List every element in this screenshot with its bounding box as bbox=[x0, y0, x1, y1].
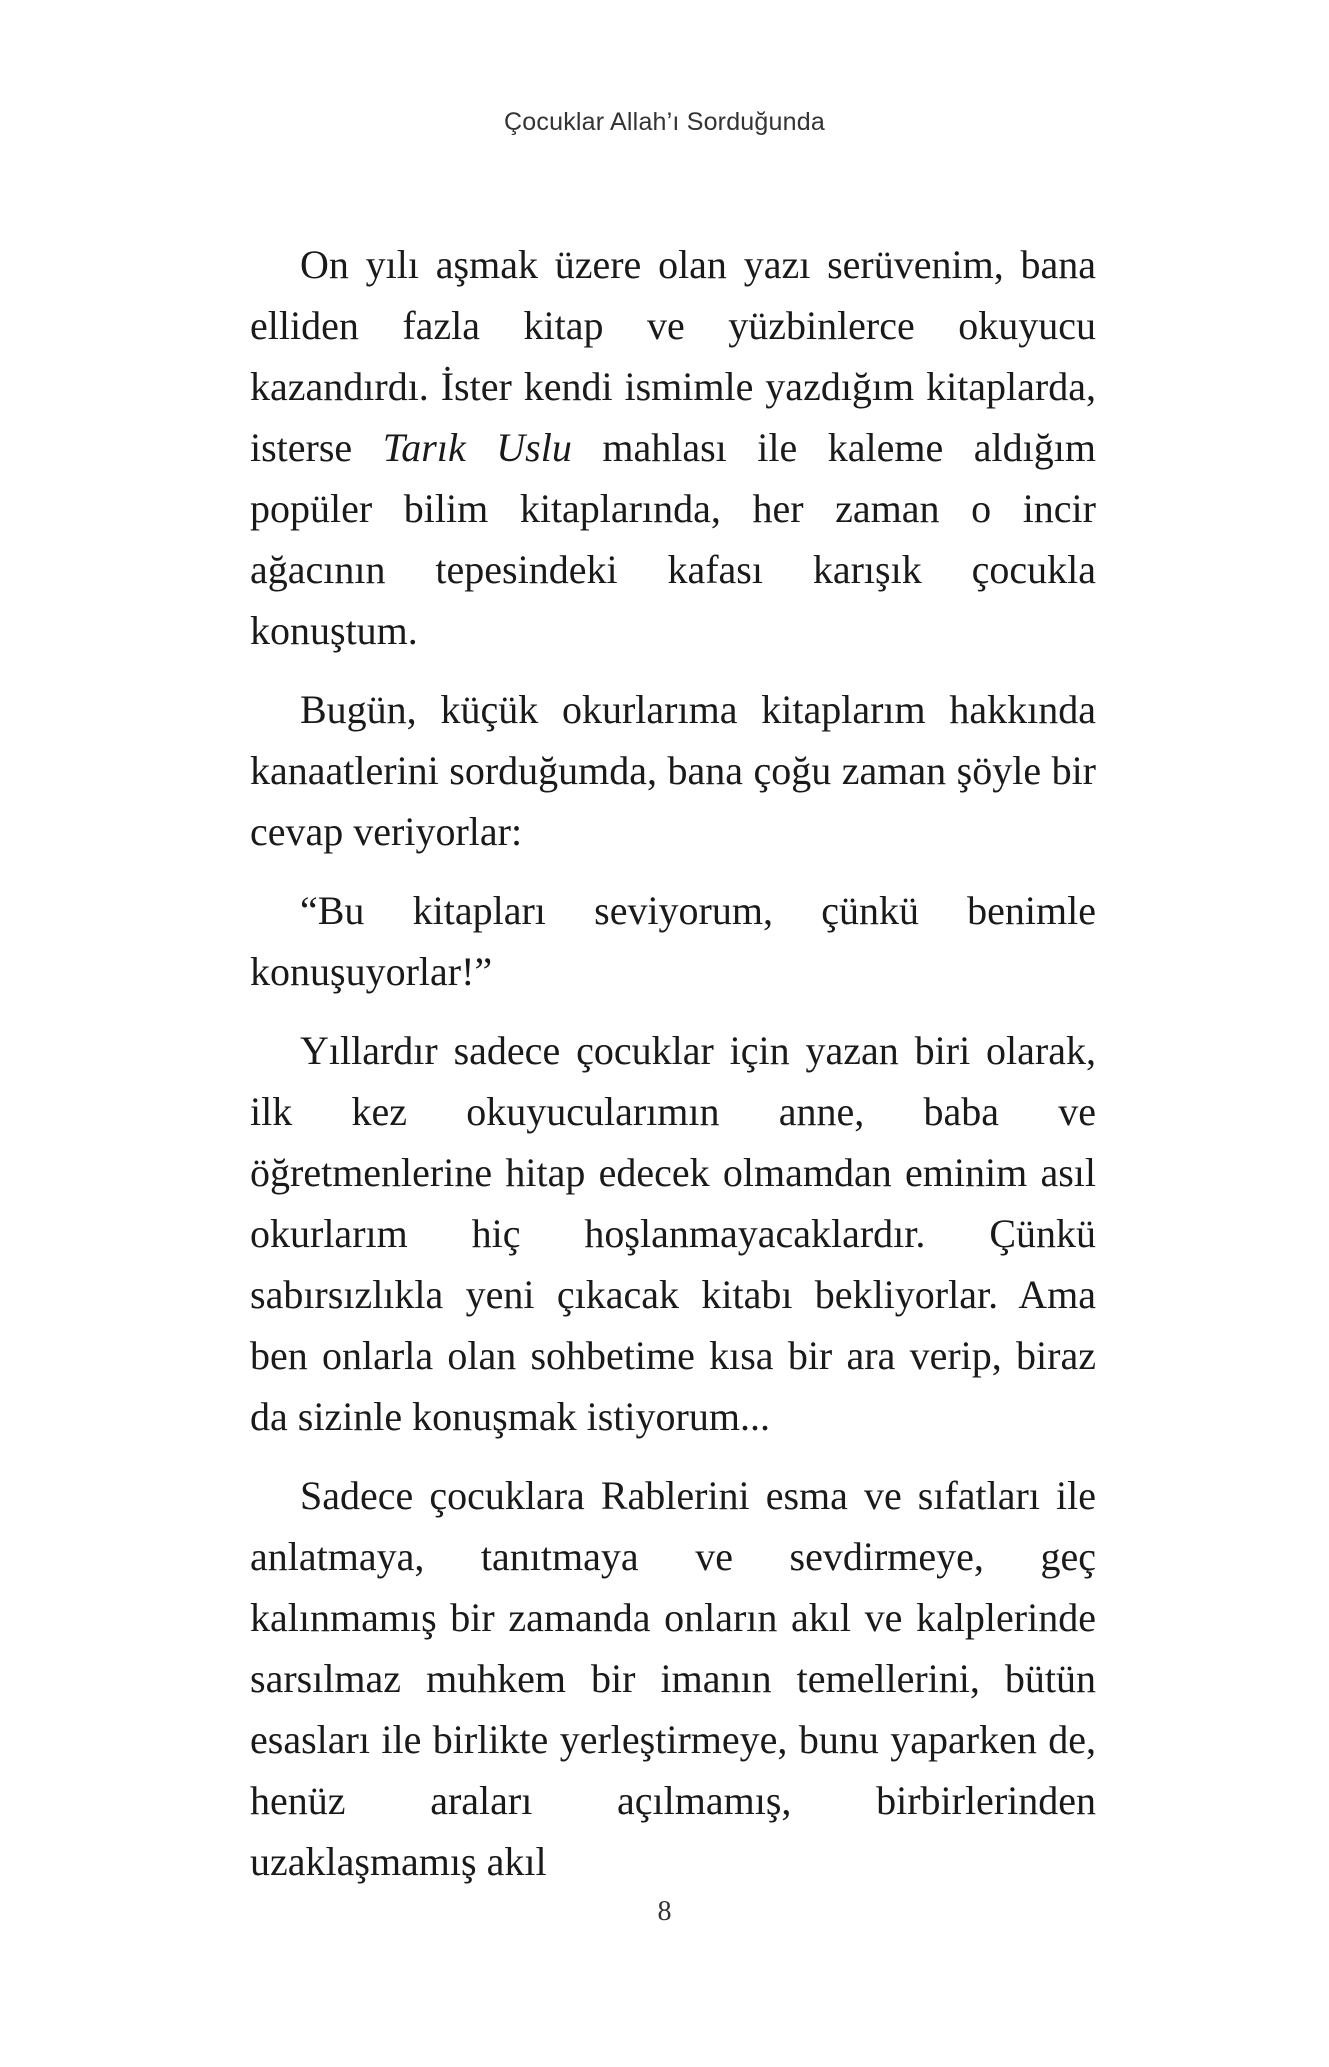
running-header: Çocuklar Allah’ı Sorduğunda bbox=[504, 108, 825, 136]
pen-name: Tarık Uslu bbox=[382, 425, 572, 470]
paragraph-1 bbox=[250, 234, 1096, 661]
paragraph-4: Yıllardır sadece çocuklar için yazan biri olarak, ilk kez okuyucularımın anne, baba ve öğretmenlerine hitap edecek olmamdan eminim asıl okurlarım hiç hoşlanmayacaklardır. Çünkü sabırsızlıkla yeni çıkacak kitabı bekliyorlar. Ama ben onlarla olan sohbetime kısa bir ara verip, biraz da sizinle konuşmak istiyorum... bbox=[250, 1028, 1096, 1439]
paragraph-2: Bugün, küçük okurlarıma kitaplarım hakkında kanaatlerini sorduğumda, bana çoğu zaman şöyle bir cevap veriyorlar: bbox=[250, 687, 1096, 854]
body-text bbox=[250, 234, 1096, 1910]
paragraph-3-quote: “Bu kitapları seviyorum, çünkü benimle konuşuyorlar!” bbox=[250, 888, 1096, 994]
paragraph-1-text-a: On yılı aşmak üzere olan yazı serüvenim, bana elliden fazla kitap ve yüzbinlerce okuyucu kazandırdı. İster kendi ismimle yazdığım kitaplarda, isterse bbox=[250, 242, 1096, 470]
paragraph-1-text-b: mahlası ile kaleme aldığım popüler bilim kitaplarında, her zaman o incir ağacının tepesindeki kafası karışık çocukla konuştum. bbox=[250, 425, 1097, 653]
paragraph-5: Sadece çocuklara Rablerini esma ve sıfatları ile anlatmaya, tanıtmaya ve sevdirmeye, geç kalınmamış bir zamanda onların akıl ve kalplerinde sarsılmaz muhkem bir imanın temellerini, bütün esasları ile birlikte yerleştirmeye, bunu yaparken de, henüz araları açılmamış, birbirlerinden uzaklaşmamış akıl bbox=[250, 1473, 1096, 1884]
page-number: 8 bbox=[657, 1896, 672, 1927]
